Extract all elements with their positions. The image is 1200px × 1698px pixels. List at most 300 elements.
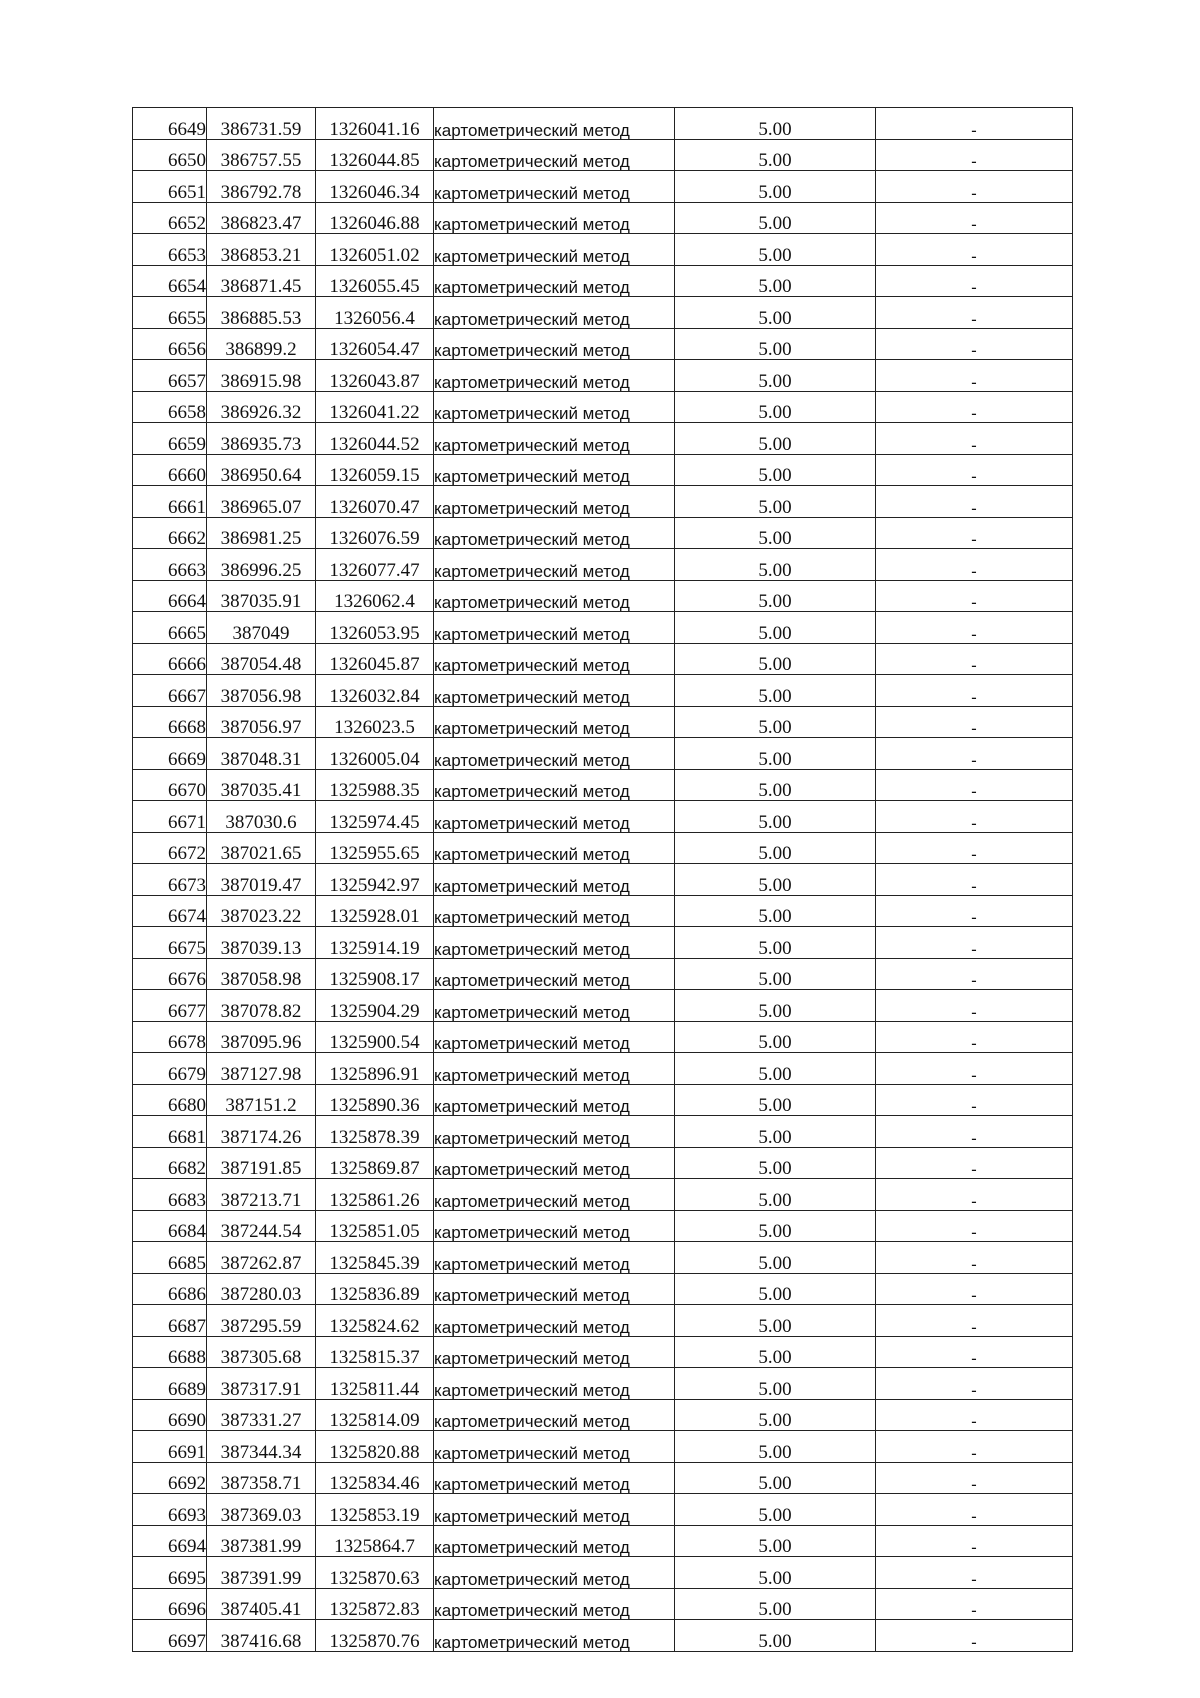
table-row — [133, 1210, 1073, 1242]
y-coordinate-cell: 1326046.34 — [316, 171, 434, 203]
accuracy-cell: 5.00 — [675, 265, 876, 297]
table-row — [133, 1242, 1073, 1274]
method-cell: картометрический метод — [434, 958, 675, 990]
table-row — [133, 1305, 1073, 1337]
table-row — [133, 1557, 1073, 1589]
accuracy-cell: 5.00 — [675, 1336, 876, 1368]
y-coordinate-cell: 1325811.44 — [316, 1368, 434, 1400]
table-row — [133, 360, 1073, 392]
table-row — [133, 1336, 1073, 1368]
table-row — [133, 1179, 1073, 1211]
y-coordinate-cell: 1326055.45 — [316, 265, 434, 297]
accuracy-cell: 5.00 — [675, 423, 876, 455]
method-cell: картометрический метод — [434, 1399, 675, 1431]
x-coordinate-cell: 387391.99 — [207, 1557, 316, 1589]
method-cell: картометрический метод — [434, 675, 675, 707]
y-coordinate-cell: 1325870.63 — [316, 1557, 434, 1589]
accuracy-cell: 5.00 — [675, 580, 876, 612]
table-row — [133, 549, 1073, 581]
accuracy-cell: 5.00 — [675, 1620, 876, 1652]
x-coordinate-cell: 387127.98 — [207, 1053, 316, 1085]
y-coordinate-cell: 1326062.4 — [316, 580, 434, 612]
note-cell: - — [876, 171, 1073, 203]
table-row — [133, 1147, 1073, 1179]
method-cell: картометрический метод — [434, 517, 675, 549]
method-cell: картометрический метод — [434, 1147, 675, 1179]
accuracy-cell: 5.00 — [675, 612, 876, 644]
accuracy-cell: 5.00 — [675, 517, 876, 549]
accuracy-cell: 5.00 — [675, 1431, 876, 1463]
table-row — [133, 1462, 1073, 1494]
y-coordinate-cell: 1325955.65 — [316, 832, 434, 864]
y-coordinate-cell: 1326032.84 — [316, 675, 434, 707]
x-coordinate-cell: 386871.45 — [207, 265, 316, 297]
point-number-cell: 6665 — [133, 612, 207, 644]
y-coordinate-cell: 1325853.19 — [316, 1494, 434, 1526]
accuracy-cell: 5.00 — [675, 801, 876, 833]
method-cell: картометрический метод — [434, 1368, 675, 1400]
note-cell: - — [876, 769, 1073, 801]
note-cell: - — [876, 1399, 1073, 1431]
table-row — [133, 738, 1073, 770]
accuracy-cell: 5.00 — [675, 1305, 876, 1337]
table-row — [133, 832, 1073, 864]
note-cell: - — [876, 423, 1073, 455]
table-row — [133, 202, 1073, 234]
note-cell: - — [876, 1462, 1073, 1494]
point-number-cell: 6671 — [133, 801, 207, 833]
method-cell: картометрический метод — [434, 1494, 675, 1526]
method-cell: картометрический метод — [434, 360, 675, 392]
y-coordinate-cell: 1326056.4 — [316, 297, 434, 329]
y-coordinate-cell: 1325890.36 — [316, 1084, 434, 1116]
x-coordinate-cell: 387317.91 — [207, 1368, 316, 1400]
note-cell: - — [876, 517, 1073, 549]
note-cell: - — [876, 1588, 1073, 1620]
note-cell: - — [876, 1494, 1073, 1526]
note-cell: - — [876, 895, 1073, 927]
note-cell: - — [876, 738, 1073, 770]
table-row — [133, 612, 1073, 644]
accuracy-cell: 5.00 — [675, 139, 876, 171]
note-cell: - — [876, 1431, 1073, 1463]
accuracy-cell: 5.00 — [675, 108, 876, 140]
point-number-cell: 6666 — [133, 643, 207, 675]
y-coordinate-cell: 1326046.88 — [316, 202, 434, 234]
point-number-cell: 6694 — [133, 1525, 207, 1557]
x-coordinate-cell: 387095.96 — [207, 1021, 316, 1053]
point-number-cell: 6654 — [133, 265, 207, 297]
x-coordinate-cell: 387151.2 — [207, 1084, 316, 1116]
method-cell: картометрический метод — [434, 706, 675, 738]
accuracy-cell: 5.00 — [675, 706, 876, 738]
x-coordinate-cell: 387280.03 — [207, 1273, 316, 1305]
table-row — [133, 895, 1073, 927]
y-coordinate-cell: 1326070.47 — [316, 486, 434, 518]
y-coordinate-cell: 1325824.62 — [316, 1305, 434, 1337]
y-coordinate-cell: 1325928.01 — [316, 895, 434, 927]
y-coordinate-cell: 1325872.83 — [316, 1588, 434, 1620]
point-number-cell: 6696 — [133, 1588, 207, 1620]
note-cell: - — [876, 1242, 1073, 1274]
method-cell: картометрический метод — [434, 1462, 675, 1494]
note-cell: - — [876, 391, 1073, 423]
note-cell: - — [876, 990, 1073, 1022]
accuracy-cell: 5.00 — [675, 1494, 876, 1526]
method-cell: картометрический метод — [434, 171, 675, 203]
accuracy-cell: 5.00 — [675, 391, 876, 423]
note-cell: - — [876, 1179, 1073, 1211]
method-cell: картометрический метод — [434, 297, 675, 329]
method-cell: картометрический метод — [434, 1525, 675, 1557]
method-cell: картометрический метод — [434, 108, 675, 140]
accuracy-cell: 5.00 — [675, 1210, 876, 1242]
point-number-cell: 6657 — [133, 360, 207, 392]
table-row — [133, 1273, 1073, 1305]
accuracy-cell: 5.00 — [675, 738, 876, 770]
method-cell: картометрический метод — [434, 1273, 675, 1305]
y-coordinate-cell: 1326044.85 — [316, 139, 434, 171]
point-number-cell: 6658 — [133, 391, 207, 423]
x-coordinate-cell: 387331.27 — [207, 1399, 316, 1431]
point-number-cell: 6650 — [133, 139, 207, 171]
x-coordinate-cell: 387244.54 — [207, 1210, 316, 1242]
method-cell: картометрический метод — [434, 1084, 675, 1116]
point-number-cell: 6685 — [133, 1242, 207, 1274]
accuracy-cell: 5.00 — [675, 1368, 876, 1400]
point-number-cell: 6673 — [133, 864, 207, 896]
accuracy-cell: 5.00 — [675, 1462, 876, 1494]
method-cell: картометрический метод — [434, 549, 675, 581]
method-cell: картометрический метод — [434, 1210, 675, 1242]
table-row — [133, 423, 1073, 455]
accuracy-cell: 5.00 — [675, 927, 876, 959]
accuracy-cell: 5.00 — [675, 1399, 876, 1431]
table-row — [133, 990, 1073, 1022]
y-coordinate-cell: 1325815.37 — [316, 1336, 434, 1368]
method-cell: картометрический метод — [434, 328, 675, 360]
y-coordinate-cell: 1326041.16 — [316, 108, 434, 140]
table-row — [133, 486, 1073, 518]
accuracy-cell: 5.00 — [675, 832, 876, 864]
note-cell: - — [876, 1053, 1073, 1085]
point-number-cell: 6662 — [133, 517, 207, 549]
x-coordinate-cell: 386981.25 — [207, 517, 316, 549]
method-cell: картометрический метод — [434, 234, 675, 266]
y-coordinate-cell: 1326054.47 — [316, 328, 434, 360]
table-row — [133, 234, 1073, 266]
y-coordinate-cell: 1325988.35 — [316, 769, 434, 801]
x-coordinate-cell: 387262.87 — [207, 1242, 316, 1274]
method-cell: картометрический метод — [434, 612, 675, 644]
method-cell: картометрический метод — [434, 738, 675, 770]
accuracy-cell: 5.00 — [675, 171, 876, 203]
method-cell: картометрический метод — [434, 265, 675, 297]
method-cell: картометрический метод — [434, 1116, 675, 1148]
y-coordinate-cell: 1325851.05 — [316, 1210, 434, 1242]
x-coordinate-cell: 386996.25 — [207, 549, 316, 581]
point-number-cell: 6697 — [133, 1620, 207, 1652]
table-row — [133, 1431, 1073, 1463]
method-cell: картометрический метод — [434, 423, 675, 455]
note-cell: - — [876, 297, 1073, 329]
accuracy-cell: 5.00 — [675, 549, 876, 581]
x-coordinate-cell: 386885.53 — [207, 297, 316, 329]
accuracy-cell: 5.00 — [675, 1525, 876, 1557]
y-coordinate-cell: 1326077.47 — [316, 549, 434, 581]
accuracy-cell: 5.00 — [675, 864, 876, 896]
table-row — [133, 1525, 1073, 1557]
point-number-cell: 6695 — [133, 1557, 207, 1589]
x-coordinate-cell: 386823.47 — [207, 202, 316, 234]
method-cell: картометрический метод — [434, 202, 675, 234]
y-coordinate-cell: 1325908.17 — [316, 958, 434, 990]
point-number-cell: 6659 — [133, 423, 207, 455]
x-coordinate-cell: 387058.98 — [207, 958, 316, 990]
method-cell: картометрический метод — [434, 391, 675, 423]
note-cell: - — [876, 832, 1073, 864]
table-row — [133, 675, 1073, 707]
point-number-cell: 6679 — [133, 1053, 207, 1085]
y-coordinate-cell: 1325896.91 — [316, 1053, 434, 1085]
table-row — [133, 864, 1073, 896]
point-number-cell: 6676 — [133, 958, 207, 990]
note-cell: - — [876, 675, 1073, 707]
x-coordinate-cell: 387030.6 — [207, 801, 316, 833]
method-cell: картометрический метод — [434, 832, 675, 864]
x-coordinate-cell: 387049 — [207, 612, 316, 644]
note-cell: - — [876, 1021, 1073, 1053]
accuracy-cell: 5.00 — [675, 1053, 876, 1085]
point-number-cell: 6687 — [133, 1305, 207, 1337]
method-cell: картометрический метод — [434, 1179, 675, 1211]
point-number-cell: 6683 — [133, 1179, 207, 1211]
table-row — [133, 769, 1073, 801]
note-cell: - — [876, 549, 1073, 581]
note-cell: - — [876, 1116, 1073, 1148]
table-row — [133, 328, 1073, 360]
x-coordinate-cell: 387369.03 — [207, 1494, 316, 1526]
note-cell: - — [876, 1557, 1073, 1589]
x-coordinate-cell: 387405.41 — [207, 1588, 316, 1620]
note-cell: - — [876, 612, 1073, 644]
y-coordinate-cell: 1325869.87 — [316, 1147, 434, 1179]
point-number-cell: 6691 — [133, 1431, 207, 1463]
x-coordinate-cell: 387056.97 — [207, 706, 316, 738]
accuracy-cell: 5.00 — [675, 297, 876, 329]
accuracy-cell: 5.00 — [675, 1179, 876, 1211]
point-number-cell: 6651 — [133, 171, 207, 203]
point-number-cell: 6672 — [133, 832, 207, 864]
method-cell: картометрический метод — [434, 643, 675, 675]
y-coordinate-cell: 1325900.54 — [316, 1021, 434, 1053]
method-cell: картометрический метод — [434, 769, 675, 801]
y-coordinate-cell: 1325814.09 — [316, 1399, 434, 1431]
point-number-cell: 6653 — [133, 234, 207, 266]
point-number-cell: 6693 — [133, 1494, 207, 1526]
x-coordinate-cell: 387358.71 — [207, 1462, 316, 1494]
x-coordinate-cell: 387295.59 — [207, 1305, 316, 1337]
y-coordinate-cell: 1325878.39 — [316, 1116, 434, 1148]
method-cell: картометрический метод — [434, 1053, 675, 1085]
accuracy-cell: 5.00 — [675, 1021, 876, 1053]
table-row — [133, 643, 1073, 675]
x-coordinate-cell: 386950.64 — [207, 454, 316, 486]
x-coordinate-cell: 387213.71 — [207, 1179, 316, 1211]
method-cell: картометрический метод — [434, 895, 675, 927]
table-row — [133, 801, 1073, 833]
note-cell: - — [876, 958, 1073, 990]
accuracy-cell: 5.00 — [675, 328, 876, 360]
note-cell: - — [876, 234, 1073, 266]
point-number-cell: 6668 — [133, 706, 207, 738]
method-cell: картометрический метод — [434, 1431, 675, 1463]
y-coordinate-cell: 1326005.04 — [316, 738, 434, 770]
point-number-cell: 6680 — [133, 1084, 207, 1116]
table-row — [133, 297, 1073, 329]
point-number-cell: 6678 — [133, 1021, 207, 1053]
point-number-cell: 6661 — [133, 486, 207, 518]
y-coordinate-cell: 1325820.88 — [316, 1431, 434, 1463]
y-coordinate-cell: 1326059.15 — [316, 454, 434, 486]
x-coordinate-cell: 386926.32 — [207, 391, 316, 423]
x-coordinate-cell: 386757.55 — [207, 139, 316, 171]
point-number-cell: 6652 — [133, 202, 207, 234]
accuracy-cell: 5.00 — [675, 895, 876, 927]
y-coordinate-cell: 1325942.97 — [316, 864, 434, 896]
accuracy-cell: 5.00 — [675, 643, 876, 675]
point-number-cell: 6660 — [133, 454, 207, 486]
accuracy-cell: 5.00 — [675, 1242, 876, 1274]
point-number-cell: 6649 — [133, 108, 207, 140]
y-coordinate-cell: 1326044.52 — [316, 423, 434, 455]
method-cell: картометрический метод — [434, 1242, 675, 1274]
note-cell: - — [876, 1620, 1073, 1652]
x-coordinate-cell: 386731.59 — [207, 108, 316, 140]
table-row — [133, 580, 1073, 612]
method-cell: картометрический метод — [434, 1557, 675, 1589]
point-number-cell: 6667 — [133, 675, 207, 707]
method-cell: картометрический метод — [434, 1021, 675, 1053]
y-coordinate-cell: 1326041.22 — [316, 391, 434, 423]
point-number-cell: 6656 — [133, 328, 207, 360]
point-number-cell: 6686 — [133, 1273, 207, 1305]
point-number-cell: 6677 — [133, 990, 207, 1022]
point-number-cell: 6674 — [133, 895, 207, 927]
method-cell: картометрический метод — [434, 864, 675, 896]
method-cell: картометрический метод — [434, 1620, 675, 1652]
x-coordinate-cell: 387035.41 — [207, 769, 316, 801]
point-number-cell: 6675 — [133, 927, 207, 959]
x-coordinate-cell: 387078.82 — [207, 990, 316, 1022]
point-number-cell: 6689 — [133, 1368, 207, 1400]
y-coordinate-cell: 1326045.87 — [316, 643, 434, 675]
note-cell: - — [876, 1084, 1073, 1116]
note-cell: - — [876, 1368, 1073, 1400]
note-cell: - — [876, 1147, 1073, 1179]
point-number-cell: 6681 — [133, 1116, 207, 1148]
point-number-cell: 6669 — [133, 738, 207, 770]
y-coordinate-cell: 1326053.95 — [316, 612, 434, 644]
accuracy-cell: 5.00 — [675, 234, 876, 266]
method-cell: картометрический метод — [434, 1336, 675, 1368]
note-cell: - — [876, 643, 1073, 675]
table-row — [133, 1084, 1073, 1116]
point-number-cell: 6655 — [133, 297, 207, 329]
table-body — [133, 108, 1073, 1652]
x-coordinate-cell: 387021.65 — [207, 832, 316, 864]
table-row — [133, 958, 1073, 990]
x-coordinate-cell: 387048.31 — [207, 738, 316, 770]
note-cell: - — [876, 1273, 1073, 1305]
y-coordinate-cell: 1325904.29 — [316, 990, 434, 1022]
y-coordinate-cell: 1326043.87 — [316, 360, 434, 392]
note-cell: - — [876, 580, 1073, 612]
table-row — [133, 139, 1073, 171]
x-coordinate-cell: 387381.99 — [207, 1525, 316, 1557]
accuracy-cell: 5.00 — [675, 958, 876, 990]
accuracy-cell: 5.00 — [675, 1557, 876, 1589]
method-cell: картометрический метод — [434, 454, 675, 486]
point-number-cell: 6684 — [133, 1210, 207, 1242]
method-cell: картометрический метод — [434, 927, 675, 959]
point-number-cell: 6682 — [133, 1147, 207, 1179]
table-row — [133, 1494, 1073, 1526]
y-coordinate-cell: 1326051.02 — [316, 234, 434, 266]
accuracy-cell: 5.00 — [675, 202, 876, 234]
note-cell: - — [876, 108, 1073, 140]
accuracy-cell: 5.00 — [675, 1588, 876, 1620]
note-cell: - — [876, 454, 1073, 486]
x-coordinate-cell: 386853.21 — [207, 234, 316, 266]
point-number-cell: 6688 — [133, 1336, 207, 1368]
point-number-cell: 6692 — [133, 1462, 207, 1494]
method-cell: картометрический метод — [434, 139, 675, 171]
x-coordinate-cell: 387023.22 — [207, 895, 316, 927]
accuracy-cell: 5.00 — [675, 1116, 876, 1148]
coordinates-table — [132, 107, 1073, 1652]
x-coordinate-cell: 387035.91 — [207, 580, 316, 612]
note-cell: - — [876, 328, 1073, 360]
table-row — [133, 108, 1073, 140]
note-cell: - — [876, 265, 1073, 297]
note-cell: - — [876, 864, 1073, 896]
accuracy-cell: 5.00 — [675, 360, 876, 392]
accuracy-cell: 5.00 — [675, 486, 876, 518]
note-cell: - — [876, 202, 1073, 234]
accuracy-cell: 5.00 — [675, 1084, 876, 1116]
note-cell: - — [876, 927, 1073, 959]
table-row — [133, 1588, 1073, 1620]
x-coordinate-cell: 386915.98 — [207, 360, 316, 392]
accuracy-cell: 5.00 — [675, 1147, 876, 1179]
y-coordinate-cell: 1325845.39 — [316, 1242, 434, 1274]
table-row — [133, 265, 1073, 297]
table-row — [133, 171, 1073, 203]
accuracy-cell: 5.00 — [675, 675, 876, 707]
y-coordinate-cell: 1325974.45 — [316, 801, 434, 833]
table-row — [133, 454, 1073, 486]
y-coordinate-cell: 1325861.26 — [316, 1179, 434, 1211]
x-coordinate-cell: 386899.2 — [207, 328, 316, 360]
y-coordinate-cell: 1325914.19 — [316, 927, 434, 959]
x-coordinate-cell: 386792.78 — [207, 171, 316, 203]
note-cell: - — [876, 1305, 1073, 1337]
table-row — [133, 1053, 1073, 1085]
accuracy-cell: 5.00 — [675, 454, 876, 486]
y-coordinate-cell: 1326076.59 — [316, 517, 434, 549]
table-row — [133, 1620, 1073, 1652]
